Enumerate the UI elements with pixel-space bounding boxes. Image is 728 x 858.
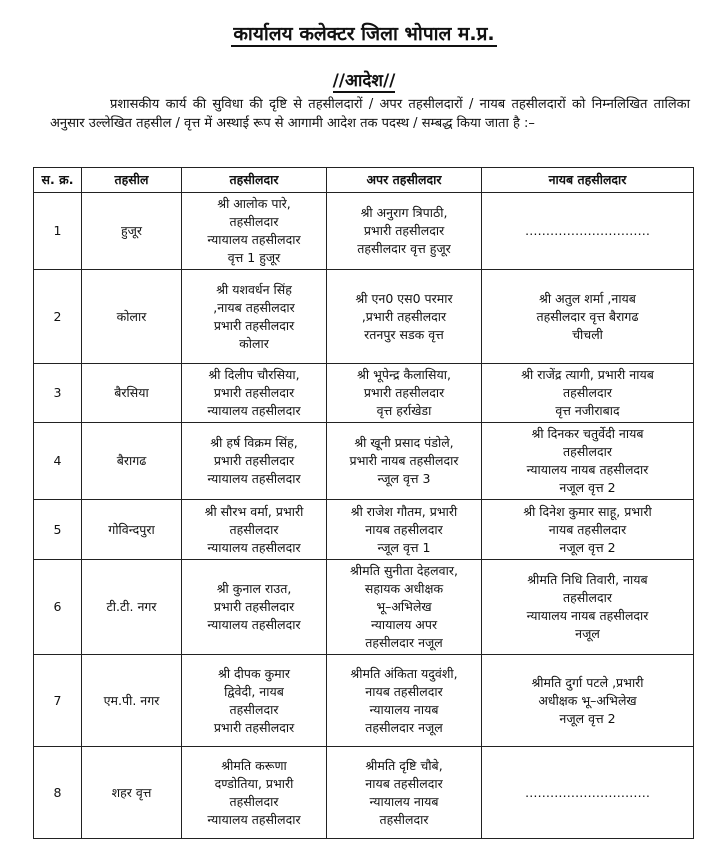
cell-line: न्जूल वृत्त 3 — [377, 471, 431, 486]
cell-line: रतनपुर सडक वृत्त — [364, 326, 444, 342]
header-sno: स. क्र. — [34, 168, 82, 193]
cell-line: प्रभारी तहसीलदार — [213, 599, 295, 614]
page-title-text: कार्यालय कलेक्टर जिला भोपाल म.प्र. — [233, 23, 495, 45]
cell-line: श्री आलोक पारे, — [217, 196, 291, 211]
cell-tehsil: शहर वृत्त — [82, 747, 182, 839]
cell-tehsildar — [182, 500, 327, 560]
cell-line: न्यायालय नायब — [369, 701, 439, 717]
table-row — [34, 500, 694, 560]
cell-line: नायब तहसीलदार — [365, 775, 443, 791]
cell-line: न्जूल वृत्त 1 — [377, 539, 431, 555]
cell-line: तहसीलदार — [563, 590, 612, 605]
order-heading-text: //आदेश// — [332, 71, 396, 91]
cell-line: नायब तहसीलदार — [365, 521, 443, 537]
cell-line: न्यायालय तहसीलदार — [207, 232, 301, 247]
cell-apar — [327, 423, 482, 500]
cell-line: ,प्रभारी तहसीलदार — [361, 308, 447, 324]
cell-nayab — [482, 747, 694, 839]
cell-tehsildar — [182, 747, 327, 839]
cell-line: नजूल वृत्त 2 — [559, 480, 616, 495]
cell-tehsil: बैरसिया — [82, 364, 182, 423]
cell-apar — [327, 747, 482, 839]
cell-sno: 3 — [34, 364, 82, 423]
cell-line: ………………………… — [525, 784, 650, 800]
header-tehsil: तहसील — [82, 168, 182, 193]
cell-tehsil: टी.टी. नगर — [82, 560, 182, 655]
cell-line: श्रीमति दृष्टि चौबे, — [365, 757, 443, 773]
cell-line: तहसीलदार नजूल — [365, 635, 443, 650]
table-header-row — [34, 168, 694, 193]
cell-line: श्री खूनी प्रसाद पंडोले, — [354, 435, 454, 450]
cell-tehsildar — [182, 270, 327, 364]
cell-line: न्यायालय नायब तहसीलदार — [526, 462, 649, 477]
table-row — [34, 560, 694, 655]
cell-apar — [327, 560, 482, 655]
table-row — [34, 364, 694, 423]
cell-tehsil: एम.पी. नगर — [82, 655, 182, 747]
cell-line: श्री अतुल शर्मा ,नायब — [539, 290, 636, 306]
cell-line: दण्डोतिया, प्रभारी — [214, 775, 294, 791]
order-heading — [0, 68, 728, 91]
cell-line: ………………………… — [525, 223, 650, 238]
cell-line: श्री हर्ष विक्रम सिंह, — [210, 435, 298, 450]
cell-nayab — [482, 423, 694, 500]
header-nayab-tehsildar: नायब तहसीलदार — [482, 168, 694, 193]
cell-line: न्यायालय तहसीलदार — [207, 471, 301, 486]
cell-line: श्री सौरभ वर्मा, प्रभारी — [204, 503, 304, 519]
cell-line: तहसीलदार — [379, 811, 429, 827]
header-apar-tehsildar: अपर तहसीलदार — [327, 168, 482, 193]
cell-nayab — [482, 270, 694, 364]
cell-line: श्री दीपक कुमार — [217, 665, 291, 681]
cell-apar — [327, 500, 482, 560]
cell-line: ,नायब तहसीलदार — [213, 299, 295, 315]
cell-line: नायब तहसीलदार — [365, 683, 443, 699]
cell-line: भू–अभिलेख — [376, 599, 432, 614]
cell-line: श्रीमति करूणा — [221, 757, 287, 773]
cell-line: श्री राजेंद्र त्यागी, प्रभारी नायब — [521, 367, 654, 382]
posting-table — [33, 167, 694, 839]
cell-tehsildar — [182, 423, 327, 500]
cell-sno: 7 — [34, 655, 82, 747]
cell-line: तहसीलदार — [229, 701, 279, 717]
cell-line: चीचली — [572, 326, 603, 342]
table-row — [34, 747, 694, 839]
cell-tehsildar — [182, 560, 327, 655]
cell-sno: 4 — [34, 423, 82, 500]
cell-line: तहसीलदार नजूल — [365, 719, 443, 735]
cell-tehsil: कोलार — [82, 270, 182, 364]
cell-apar — [327, 193, 482, 270]
cell-line: श्रीमति दुर्गा पटले ,प्रभारी — [531, 674, 644, 690]
cell-tehsildar — [182, 655, 327, 747]
cell-line: श्री दिनकर चतुर्वेदी नायब — [531, 426, 644, 441]
cell-line: कोलार — [239, 335, 269, 351]
cell-tehsil: बैरागढ — [82, 423, 182, 500]
cell-line: प्रभारी तहसीलदार — [363, 223, 445, 238]
cell-line: तहसीलदार — [563, 385, 612, 400]
intro-paragraph — [50, 95, 690, 133]
cell-tehsil: हुजूर — [82, 193, 182, 270]
cell-sno: 8 — [34, 747, 82, 839]
cell-line: श्रीमति अंकिता यदुवंशी, — [350, 665, 458, 681]
cell-line: नायब तहसीलदार — [548, 521, 627, 537]
table-row — [34, 193, 694, 270]
cell-apar — [327, 364, 482, 423]
cell-line: अधीक्षक भू–अभिलेख — [538, 692, 637, 708]
table-row — [34, 270, 694, 364]
cell-sno: 2 — [34, 270, 82, 364]
header-tehsildar: तहसीलदार — [182, 168, 327, 193]
cell-line: न्यायालय तहसीलदार — [207, 617, 301, 632]
cell-line: श्री अनुराग त्रिपाठी, — [360, 205, 448, 220]
cell-line: तहसीलदार वृत्त बैरागढ — [536, 308, 639, 324]
page-title — [0, 20, 728, 46]
cell-line: श्री राजेश गौतम, प्रभारी — [350, 503, 458, 519]
cell-sno: 5 — [34, 500, 82, 560]
cell-nayab — [482, 364, 694, 423]
cell-line: श्री भूपेन्द्र कैलासिया, — [357, 367, 451, 382]
cell-line: श्री कुनाल राउत, — [216, 581, 292, 596]
cell-nayab — [482, 655, 694, 747]
cell-line: प्रभारी तहसीलदार — [213, 719, 295, 735]
cell-line: नजूल — [575, 626, 600, 641]
cell-line: न्यायालय नायब — [369, 793, 439, 809]
cell-line: तहसीलदार — [563, 444, 612, 459]
cell-line: श्री दिनेश कुमार साहू, प्रभारी — [523, 503, 652, 519]
cell-line: न्यायालय तहसीलदार — [207, 403, 301, 418]
cell-line: तहसीलदार — [229, 793, 279, 809]
cell-nayab — [482, 560, 694, 655]
cell-line: श्री दिलीप चौरसिया, — [208, 367, 300, 382]
cell-apar — [327, 270, 482, 364]
cell-line: वृत्त नजीराबाद — [555, 403, 620, 418]
cell-tehsildar — [182, 364, 327, 423]
cell-line: श्रीमति सुनीता देहलवार, — [350, 563, 458, 578]
cell-line: न्यायालय तहसीलदार — [207, 539, 301, 555]
cell-line: श्री यशवर्धन सिंह — [216, 281, 292, 297]
cell-line: प्रभारी तहसीलदार — [363, 385, 445, 400]
cell-line: प्रभारी नायब तहसीलदार — [349, 453, 459, 468]
cell-line: वृत्त हर्राखेडा — [376, 403, 432, 418]
cell-line: न्यायालय नायब तहसीलदार — [526, 608, 649, 623]
cell-line: श्रीमति निधि तिवारी, नायब — [527, 572, 648, 587]
cell-nayab — [482, 193, 694, 270]
cell-line: श्री एन0 एस0 परमार — [355, 290, 453, 306]
table-row — [34, 655, 694, 747]
cell-tehsildar — [182, 193, 327, 270]
cell-line: नजूल वृत्त 2 — [559, 539, 616, 555]
cell-sno: 1 — [34, 193, 82, 270]
cell-line: तहसीलदार वृत्त हुजूर — [357, 241, 451, 256]
cell-sno: 6 — [34, 560, 82, 655]
cell-line: तहसीलदार — [229, 214, 279, 229]
cell-line: प्रभारी तहसीलदार — [213, 317, 295, 333]
cell-line: न्यायालय अपर — [370, 617, 438, 632]
table-body — [34, 193, 694, 839]
table-row — [34, 423, 694, 500]
intro-text: प्रशासकीय कार्य की सुविधा की दृष्टि से तहसीलदारों / अपर तहसीलदारों / नायब तहसीलदारों को निम्नलिखित तालिका अनुसार उल्लेखित तहसील / वृत्त में अस्थाई रूप से आगामी आदेश तक पदस्थ / सम्बद्ध किया जाता है :– — [50, 97, 690, 131]
cell-line: वृत्त 1 हुजूर — [227, 250, 281, 265]
cell-apar — [327, 655, 482, 747]
cell-line: सहायक अधीक्षक — [364, 581, 444, 596]
cell-tehsil: गोविन्दपुरा — [82, 500, 182, 560]
cell-line: नजूल वृत्त 2 — [559, 710, 616, 726]
cell-line: द्विवेदी, नायब — [224, 683, 284, 699]
cell-line: प्रभारी तहसीलदार — [213, 385, 295, 400]
cell-line: तहसीलदार — [229, 521, 279, 537]
cell-line: प्रभारी तहसीलदार — [213, 453, 295, 468]
cell-line: न्यायालय तहसीलदार — [207, 811, 301, 827]
cell-nayab — [482, 500, 694, 560]
